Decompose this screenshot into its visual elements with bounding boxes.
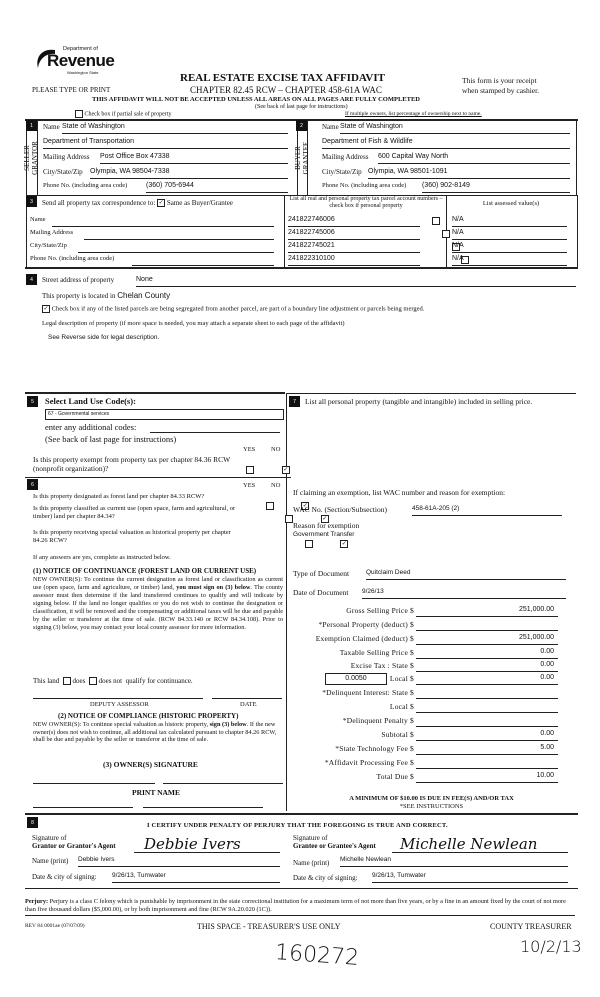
delinquent-interest-local-field[interactable] bbox=[416, 702, 558, 713]
notice1-title: (1) NOTICE OF CONTINUANCE (FOREST LAND OR CURRENT USE) bbox=[33, 567, 257, 575]
parcels-header: List all real and personal property tax parcel account numbers – check box if personal property bbox=[289, 196, 443, 209]
section-3-badge: 3 bbox=[26, 196, 37, 207]
corr-name-field[interactable] bbox=[52, 216, 274, 227]
grantor-date-field[interactable]: 9/26/13, Tumwater bbox=[112, 872, 280, 883]
local-rate-field[interactable]: 0.0050 bbox=[325, 673, 387, 685]
section-8-badge: 8 bbox=[27, 817, 38, 828]
exempt-question: Is this property exempt from property tax per chapter 84.36 RCW (nonprofit organization)? bbox=[33, 455, 231, 473]
personal-property-field[interactable] bbox=[416, 620, 558, 631]
street-label: Street address of property bbox=[42, 276, 115, 284]
delinquent-penalty-field[interactable] bbox=[416, 716, 558, 727]
land-use-title: Select Land Use Code(s): bbox=[45, 396, 136, 406]
seller-name-row: Name bbox=[43, 123, 60, 131]
buyer-side-label: BUYER GRANTEE bbox=[294, 141, 310, 175]
buyer-phone-label: Phone No. (including area code) bbox=[322, 182, 407, 189]
legal-description[interactable]: See Reverse side for legal description. bbox=[48, 334, 160, 341]
delinquent-interest-state-row: *Delinquent Interest: State $ bbox=[300, 688, 568, 699]
handwritten-receipt-number: 160272 bbox=[274, 940, 360, 971]
grantee-date-label: Date & city of signing: bbox=[293, 874, 358, 882]
seller-phone-field[interactable]: (360) 705-6944 bbox=[146, 182, 288, 193]
form-subtitle: CHAPTER 82.45 RCW – CHAPTER 458-61A WAC bbox=[190, 85, 382, 95]
grantor-date-label: Date & city of signing: bbox=[32, 873, 97, 881]
grantee-signature-field[interactable] bbox=[392, 835, 568, 853]
section-4-badge: 4 bbox=[26, 274, 37, 285]
yes-header-5: YES bbox=[243, 446, 256, 453]
exempt-no-checkbox[interactable] bbox=[282, 466, 290, 474]
print-name-line-2[interactable] bbox=[143, 807, 263, 808]
land-use-instructions: (See back of last page for instructions) bbox=[45, 434, 177, 444]
parcel-number[interactable]: 241822310100 bbox=[288, 255, 420, 266]
buyer-phone-field[interactable]: (360) 902-8149 bbox=[422, 182, 570, 193]
doc-date-label: Date of Document bbox=[293, 588, 349, 597]
reason-value[interactable]: Government Transfer bbox=[293, 531, 355, 538]
grantee-name-field[interactable]: Michelle Newlean bbox=[340, 856, 568, 867]
total-due-row: Total Due $ 10.00 bbox=[300, 772, 568, 783]
grantor-signature-field[interactable] bbox=[134, 835, 280, 853]
wac-label: WAC No. (Section/Subsection) bbox=[293, 505, 387, 514]
historic-no-checkbox[interactable] bbox=[340, 540, 348, 548]
correspondence-label-row: Send all property tax correspondence to: ✓ Same as Buyer/Grantee bbox=[42, 199, 233, 207]
deputy-date-line[interactable] bbox=[212, 698, 282, 699]
receipt-note-1: This form is your receipt bbox=[462, 76, 537, 85]
if-yes-note: If any answers are yes, complete as instructed below. bbox=[33, 554, 171, 561]
county-treasurer-label: COUNTY TREASURER bbox=[490, 922, 572, 931]
continuance-row: This land does does not qualify for continuance. bbox=[33, 677, 193, 685]
print-name-label: PRINT NAME bbox=[132, 788, 180, 797]
parcel-assessed[interactable]: N/A bbox=[452, 255, 567, 266]
section-5-badge: 5 bbox=[27, 396, 38, 407]
instructions-note: (See back of last page for instructions) bbox=[255, 104, 348, 110]
affidavit-fee-row: *Affidavit Processing Fee $ bbox=[300, 758, 568, 769]
total-due-field[interactable]: 10.00 bbox=[416, 772, 558, 783]
certification-statement: I CERTIFY UNDER PENALTY OF PERJURY THAT THE FOREGOING IS TRUE AND CORRECT. bbox=[147, 822, 448, 829]
partial-sale-row bbox=[75, 110, 171, 118]
county-value: Chelan County bbox=[117, 291, 171, 300]
excise-local-field[interactable]: 0.00 bbox=[416, 674, 558, 685]
handwritten-stamp-date: 10/2/13 bbox=[520, 937, 582, 956]
doc-type-field[interactable]: Quitclaim Deed bbox=[366, 569, 566, 580]
forest-yes-checkbox[interactable] bbox=[266, 502, 274, 510]
historic-yes-checkbox[interactable] bbox=[305, 540, 313, 548]
exemption-claimed-row: Exemption Claimed (deduct) $ 251,000.00 bbox=[300, 634, 568, 645]
owner-signature-line-2[interactable] bbox=[163, 783, 283, 784]
partial-sale-checkbox[interactable] bbox=[75, 110, 83, 118]
same-as-buyer-checkbox[interactable] bbox=[157, 199, 165, 207]
receipt-note-2: when stamped by cashier. bbox=[462, 86, 540, 95]
form-number: REV 84 0001ae (07/07/09) bbox=[25, 923, 85, 929]
buyer-address-label: Mailing Address bbox=[322, 153, 369, 161]
deputy-date-label: DATE bbox=[240, 701, 257, 708]
taxable-selling-price-row: Taxable Selling Price $ 0.00 bbox=[300, 648, 568, 659]
dor-logo bbox=[35, 46, 115, 82]
land-use-code-select[interactable]: 67 - Governmental services bbox=[45, 409, 284, 420]
additional-codes-label: enter any additional codes: bbox=[45, 422, 137, 432]
minimum-note: A MINIMUM OF $10.00 IS DUE IN FEE(S) AND/OR TAX bbox=[349, 795, 514, 802]
corr-phone-label: Phone No. (including area code) bbox=[30, 255, 115, 262]
excise-state-field[interactable]: 0.00 bbox=[416, 661, 558, 672]
seller-address-label: Mailing Address bbox=[43, 153, 90, 161]
partial-sale-label: Check box if partial sale of property bbox=[84, 111, 172, 118]
segregated-row: ✓ Check box if any of the listed parcels are being segregated from another parcel, are part of a boundary line adjustment or parcels being merged. bbox=[42, 305, 424, 313]
affidavit-fee-field[interactable] bbox=[416, 758, 558, 769]
see-instructions: *SEE INSTRUCTIONS bbox=[399, 803, 464, 810]
deputy-label: DEPUTY ASSESSOR bbox=[90, 701, 149, 708]
seller-name-field[interactable]: State of Washington bbox=[62, 123, 288, 134]
notice1-text: NEW OWNER(S): To continue the current designation as forest land or classification as current use (open space, farm and agriculture, or timber) land, you must sign on (3) below. The county assessor must then determine if the land transferred continues to qualify and will indicate by signing below. If the land no longer qualifies or you do not wish to continue the designation or classification, it will be removed and the compensating or additional taxes will be due and payable by the seller or transferor at the time of sale. (RCW 84.33.140 or RCW 84.34.108). Prior to signing (3) below, you may contact your local county assessor for more information. bbox=[33, 576, 283, 631]
excise-local-row: Local $ 0.00 bbox=[300, 674, 568, 685]
doc-date-field[interactable]: 9/26/13 bbox=[362, 588, 566, 599]
parcel-assessed[interactable]: N/A bbox=[452, 229, 567, 240]
no-header-5: NO bbox=[271, 446, 281, 453]
parcel-number[interactable]: 241822746006 bbox=[288, 216, 420, 227]
taxable-selling-price-field[interactable]: 0.00 bbox=[416, 648, 558, 659]
corr-address-label: Mailing Address bbox=[30, 229, 74, 236]
seller-name2-field[interactable]: Department of Transportation bbox=[43, 138, 288, 149]
forest-question: Is this property designated as forest land per chapter 84.33 RCW? bbox=[33, 493, 205, 500]
gross-selling-price-row: Gross Selling Price $ 251,000.00 bbox=[300, 606, 568, 617]
parcel-number[interactable]: 241822745006 bbox=[288, 229, 420, 240]
buyer-name-field[interactable]: State of Washington bbox=[340, 123, 570, 134]
exemption-claimed-field[interactable]: 251,000.00 bbox=[416, 634, 558, 645]
corr-city-label: City/State/Zip bbox=[30, 242, 67, 249]
grantee-date-field[interactable]: 9/26/13, Tumwater bbox=[372, 872, 568, 883]
print-name-line[interactable] bbox=[33, 807, 133, 808]
delinquent-penalty-row: *Delinquent Penalty $ bbox=[300, 716, 568, 727]
seller-side-label: SELLER GRANTOR bbox=[23, 141, 39, 175]
buyer-address-field[interactable]: 600 Capital Way North bbox=[378, 153, 570, 164]
technology-fee-field[interactable]: 5.00 bbox=[416, 744, 558, 755]
section-6-badge: 6 bbox=[27, 479, 38, 490]
grantor-signature-label: Signature of Grantor or Grantor's Agent bbox=[32, 834, 116, 850]
seller-city-field[interactable]: Olympia, WA 98504-7338 bbox=[90, 168, 288, 179]
buyer-city-field[interactable]: Olympia, WA 98501-1091 bbox=[368, 168, 570, 179]
agency-state: Washington State bbox=[67, 70, 99, 75]
seller-phone-label: Phone No. (including area code) bbox=[43, 182, 128, 189]
notice2-text: NEW OWNER(S): To continue special valuation as historic property, sign (3) below. If the new owner(s) does not wish to continue, all additional tax calculated pursuant to chapter 84.26 RCW, shall be due and payable by the seller or transferor at the time of sale. bbox=[33, 721, 277, 743]
owner-signature-line[interactable] bbox=[33, 783, 155, 784]
does-qualify-checkbox[interactable] bbox=[63, 677, 71, 685]
exemption-label: If claiming an exemption, list WAC number and reason for exemption: bbox=[293, 488, 506, 497]
subtotal-field[interactable]: 0.00 bbox=[416, 730, 558, 741]
grantor-name-label: Name (print) bbox=[32, 857, 69, 865]
current-use-yes-checkbox[interactable] bbox=[285, 515, 293, 523]
corr-name-label: Name bbox=[30, 216, 46, 223]
located-row: This property is located in Chelan County bbox=[42, 291, 171, 300]
corr-address-field[interactable] bbox=[84, 229, 274, 240]
reason-label: Reason for exemption bbox=[293, 521, 360, 530]
excise-state-row: Excise Tax : State $ 0.00 bbox=[300, 661, 568, 672]
assessed-header: List assessed value(s) bbox=[482, 200, 540, 207]
corr-city-field[interactable] bbox=[78, 242, 274, 253]
street-field[interactable]: None bbox=[136, 276, 576, 287]
form-title: REAL ESTATE EXCISE TAX AFFIDAVIT bbox=[180, 72, 385, 84]
corr-phone-field[interactable] bbox=[132, 255, 274, 266]
delinquent-interest-local-row: Local $ bbox=[300, 702, 568, 713]
completion-warning: THIS AFFIDAVIT WILL NOT BE ACCEPTED UNLESS ALL AREAS ON ALL PAGES ARE FULLY COMPLETED bbox=[92, 96, 420, 103]
agency-line1: Department of bbox=[63, 46, 98, 52]
buyer-city-label: City/State/Zip bbox=[322, 168, 362, 176]
buyer-name-label: Name bbox=[322, 123, 339, 131]
no-header-6: NO bbox=[271, 482, 281, 489]
legal-label: Legal description of property (if more space is needed, you may attach a separate sheet to each page of the affidavit) bbox=[42, 320, 345, 327]
section-7-badge: 7 bbox=[289, 396, 300, 407]
multiple-owners-note: If multiple owners, list percentage of ownership next to name. bbox=[345, 111, 482, 117]
section-2-badge: 2 bbox=[296, 120, 307, 131]
wac-field[interactable]: 458-61A-205 (2) bbox=[412, 505, 562, 516]
grantee-signature-label: Signature of Grantee or Grantee's Agent bbox=[293, 834, 376, 850]
type-or-print: PLEASE TYPE OR PRINT bbox=[32, 86, 111, 94]
grantee-signature: Michelle Newlean bbox=[400, 835, 538, 853]
delinquent-interest-state-field[interactable] bbox=[416, 688, 558, 699]
section-1-badge: 1 bbox=[26, 120, 37, 131]
subtotal-row: Subtotal $ 0.00 bbox=[300, 730, 568, 741]
deputy-signature-line[interactable] bbox=[33, 698, 203, 699]
parcel-assessed[interactable]: N/A bbox=[452, 242, 567, 253]
yes-header-6: YES bbox=[243, 482, 256, 489]
agency-name: Revenue bbox=[47, 51, 115, 70]
grantee-name-label: Name (print) bbox=[293, 859, 330, 867]
personal-property-row: *Personal Property (deduct) $ bbox=[300, 620, 568, 631]
grantor-signature: Debbie Ivers bbox=[144, 835, 241, 853]
seller-address-field[interactable]: Post Office Box 47338 bbox=[100, 153, 288, 164]
segregated-checkbox[interactable] bbox=[42, 305, 50, 313]
personal-property-label: List all personal property (tangible and intangible) included in selling price. bbox=[305, 397, 533, 406]
exempt-yes-checkbox[interactable] bbox=[246, 466, 254, 474]
gross-selling-price-field[interactable]: 251,000.00 bbox=[416, 606, 558, 617]
parcel-assessed[interactable]: N/A bbox=[452, 216, 567, 227]
seller-city-label: City/State/Zip bbox=[43, 168, 83, 176]
additional-codes-field[interactable] bbox=[150, 422, 280, 433]
notice2-title: (2) NOTICE OF COMPLIANCE (HISTORIC PROPERTY) bbox=[58, 712, 239, 720]
does-not-qualify-checkbox[interactable] bbox=[89, 677, 97, 685]
owner-signature-label: (3) OWNER(S) SIGNATURE bbox=[103, 760, 198, 769]
current-use-question: Is this property classified as current use (open space, farm and agricultural, or timber) land per chapter 84.34? bbox=[33, 505, 236, 520]
historic-question: Is this property receiving special valuation as historical property per chapter 84.26 RCW? bbox=[33, 529, 231, 544]
buyer-name2-field[interactable]: Department of Fish & Wildlife bbox=[322, 138, 570, 149]
grantor-name-field[interactable]: Debbie Ivers bbox=[78, 856, 280, 867]
treasurer-use-label: THIS SPACE - TREASURER'S USE ONLY bbox=[197, 922, 341, 931]
parcel-personal-checkbox[interactable] bbox=[432, 217, 440, 225]
doc-type-label: Type of Document bbox=[293, 569, 350, 578]
parcel-personal-checkbox[interactable] bbox=[442, 230, 450, 238]
parcel-number[interactable]: 241822745021 bbox=[288, 242, 420, 253]
perjury-notice: Perjury: Perjury is a class C felony which is punishable by imprisonment in the state correctional institution for a maximum term of not more than five years, or by a fine in an amount fixed by the court of not more than five thousand dollars ($5,000.00), or by both imprisonment and fine (RCW 9A.20.020 (1C)). bbox=[25, 898, 575, 916]
technology-fee-row: *State Technology Fee $ 5.00 bbox=[300, 744, 568, 755]
